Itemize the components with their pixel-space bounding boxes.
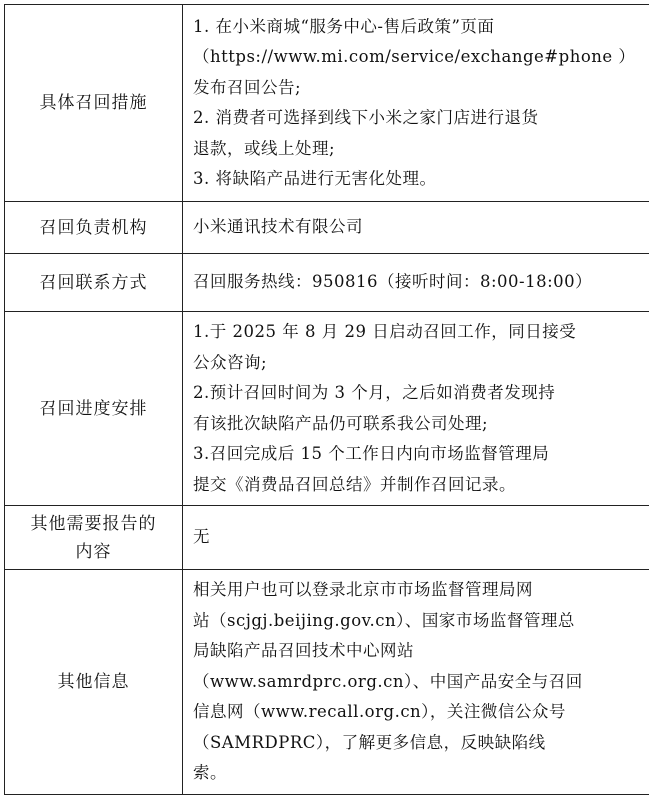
table-row-measures (5, 5, 649, 202)
content-line: 索。 (193, 758, 649, 789)
content-line: 提交《消费品召回总结》并制作召回记录。 (193, 470, 649, 501)
content-line: 3.召回完成后 15 个工作日内向市场监督管理局 (193, 439, 649, 470)
content-line: 1.于 2025 年 8 月 29 日启动召回工作，同日接受 (193, 317, 649, 348)
content-line: （www.samrdprc.org.cn）、中国产品安全与召回 (193, 667, 649, 698)
label-measures (5, 5, 183, 202)
label-text: 其他需要报告的 (5, 510, 182, 538)
recall-info-table (4, 4, 649, 795)
content-measures (183, 5, 649, 202)
content-line: 信息网（www.recall.org.cn），关注微信公众号 (193, 697, 649, 728)
label-text: 内容 (5, 538, 182, 566)
content-line: 1. 在小米商城“服务中心-售后政策”页面 (193, 12, 649, 43)
content-contact (183, 254, 649, 312)
label-text: 召回联系方式 (5, 269, 182, 297)
content-schedule (183, 312, 649, 506)
content-line: 3. 将缺陷产品进行无害化处理。 (193, 164, 649, 195)
label-contact (5, 254, 183, 312)
table-row-responsible (5, 202, 649, 254)
content-line: 退款，或线上处理; (193, 134, 649, 165)
content-line: 2. 消费者可选择到线下小米之家门店进行退货 (193, 103, 649, 134)
content-line: （https://www.mi.com/service/exchange#phone ） (193, 42, 649, 73)
content-line: （SAMRDPRC），了解更多信息，反映缺陷线 (193, 728, 649, 759)
content-line: 小米通讯技术有限公司 (193, 212, 649, 243)
label-text: 召回进度安排 (5, 395, 182, 423)
content-line: 局缺陷产品召回技术中心网站 (193, 636, 649, 667)
content-other-info (183, 570, 649, 795)
content-line: 有该批次缺陷产品仍可联系我公司处理; (193, 409, 649, 440)
content-line: 发布召回公告; (193, 73, 649, 104)
table-row-other-info (5, 570, 649, 795)
content-line: 无 (193, 522, 649, 553)
table-row-other-report (5, 506, 649, 570)
table-row-contact (5, 254, 649, 312)
label-schedule (5, 312, 183, 506)
content-line: 相关用户也可以登录北京市市场监督管理局网 (193, 575, 649, 606)
content-line: 2.预计召回时间为 3 个月，之后如消费者发现持 (193, 378, 649, 409)
table-row-schedule (5, 312, 649, 506)
content-other-report (183, 506, 649, 570)
label-text: 召回负责机构 (5, 214, 182, 242)
label-text: 具体召回措施 (5, 89, 182, 117)
label-text: 其他信息 (5, 668, 182, 696)
content-line: 公众咨询; (193, 348, 649, 379)
label-other-info (5, 570, 183, 795)
content-responsible (183, 202, 649, 254)
content-line: 召回服务热线：950816（接听时间：8:00-18:00） (193, 267, 649, 298)
label-other-report (5, 506, 183, 570)
content-line: 站（scjgj.beijing.gov.cn）、国家市场监督管理总 (193, 606, 649, 637)
label-responsible (5, 202, 183, 254)
